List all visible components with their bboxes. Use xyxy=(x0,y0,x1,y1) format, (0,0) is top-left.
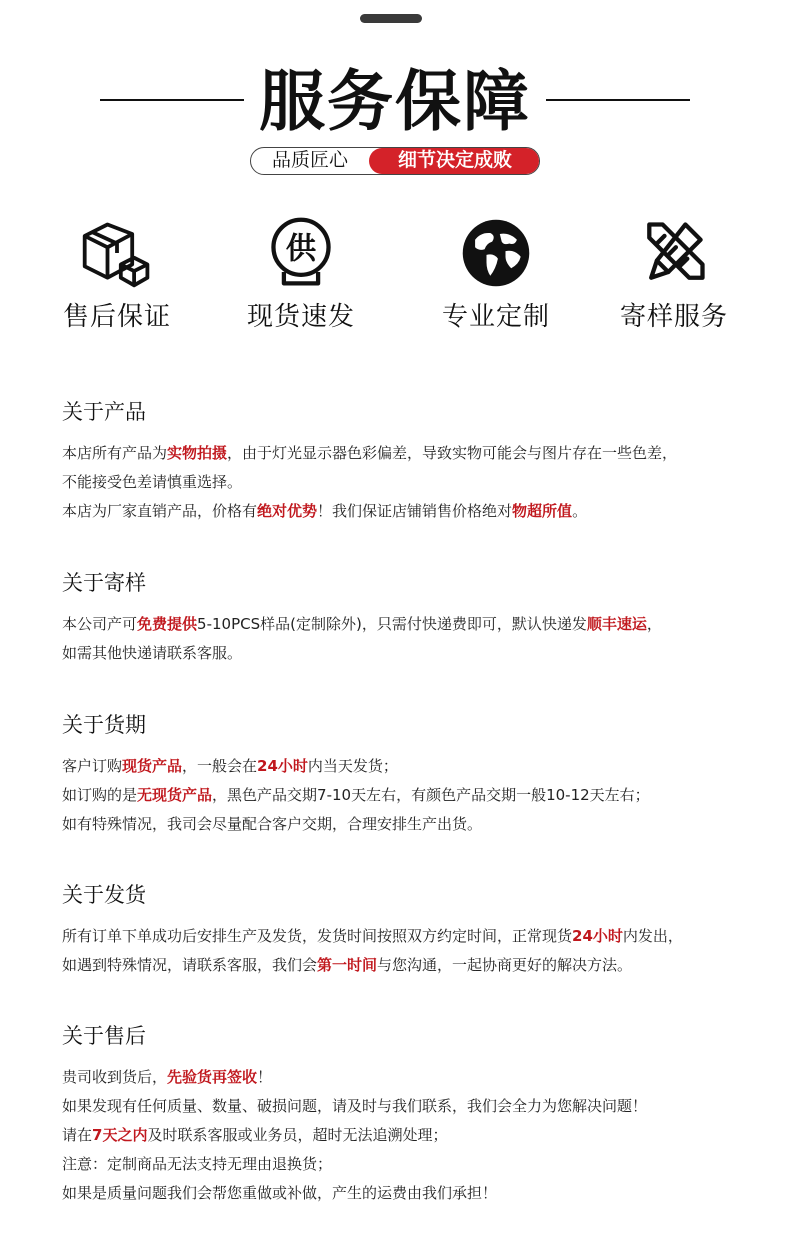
tagline-badge xyxy=(250,147,540,175)
body-text: 请在 xyxy=(62,1126,93,1144)
highlight-text: 7天之内 xyxy=(92,1126,148,1144)
highlight-text: 免费提供 xyxy=(137,615,198,633)
section-body xyxy=(62,1063,772,1208)
body-text: 5-10PCS样品(定制除外)，只需付快递费即可，默认快递发 xyxy=(197,615,587,633)
body-line xyxy=(62,610,772,639)
highlight-text: 物超所值 xyxy=(512,502,573,520)
page-title: 服务保障 xyxy=(259,63,531,140)
highlight-text: 顺丰速运 xyxy=(586,615,647,633)
highlight-text: 24小时 xyxy=(257,757,308,775)
body-line xyxy=(62,1150,772,1179)
box-icon xyxy=(79,215,155,291)
body-line xyxy=(62,951,772,980)
supply-glyph: 供 xyxy=(285,231,317,267)
tagline-left: 品质匠心 xyxy=(271,149,348,171)
section-body xyxy=(62,439,772,526)
section-after-sales xyxy=(62,1021,772,1208)
feature-sample-service xyxy=(589,215,759,345)
section-delivery-time xyxy=(62,710,772,839)
body-text: 。 xyxy=(572,502,588,520)
page-header xyxy=(0,62,790,142)
body-line xyxy=(62,639,772,668)
body-line xyxy=(62,468,772,497)
feature-in-stock xyxy=(216,215,386,345)
highlight-text: 绝对优势 xyxy=(257,502,318,520)
body-text: 如果发现有任何质量、数量、破损问题，请及时与我们联系，我们会全力为您解决问题！ xyxy=(62,1097,648,1115)
highlight-text: 无现货产品 xyxy=(137,786,213,804)
body-text: 如遇到特殊情况，请联系客服，我们会 xyxy=(62,956,318,974)
feature-after-sales xyxy=(32,215,202,345)
supply-icon xyxy=(263,215,339,291)
body-text: 本店所有产品为 xyxy=(62,444,168,462)
body-line xyxy=(62,752,772,781)
body-line xyxy=(62,1179,772,1208)
feature-label: 寄样服务 xyxy=(619,302,728,332)
highlight-text: 实物拍摄 xyxy=(167,444,228,462)
body-text: ，黑色产品交期7-10天左右，有颜色产品交期一般10-12天左右； xyxy=(212,786,650,804)
feature-customization xyxy=(411,215,581,345)
body-text: 如需其他快递请联系客服。 xyxy=(62,644,243,662)
pencil-ruler-icon xyxy=(636,215,712,291)
section-title: 关于货期 xyxy=(62,713,146,737)
body-text: ， xyxy=(646,615,662,633)
section-shipping xyxy=(62,880,772,980)
highlight-text: 现货产品 xyxy=(122,757,183,775)
section-body xyxy=(62,922,772,980)
body-text: 本公司产可 xyxy=(62,615,138,633)
title-left-rule xyxy=(100,99,244,101)
body-text: 内当天发货； xyxy=(307,757,398,775)
body-text: 本店为厂家直销产品，价格有 xyxy=(62,502,258,520)
body-text: 不能接受色差请慎重选择。 xyxy=(62,473,243,491)
top-handle-bar xyxy=(360,14,422,23)
body-text: ！我们保证店铺销售价格绝对 xyxy=(317,502,513,520)
body-line xyxy=(62,439,772,468)
body-text: 注意：定制商品无法支持无理由退换货； xyxy=(62,1155,333,1173)
section-title: 关于寄样 xyxy=(62,571,146,595)
body-text: 所有订单下单成功后安排生产及发货，发货时间按照双方约定时间，正常现货 xyxy=(62,927,573,945)
body-line xyxy=(62,1092,772,1121)
body-text: 客户订购 xyxy=(62,757,123,775)
section-title: 关于产品 xyxy=(62,400,146,424)
body-text: 及时联系客服或业务员，超时无法追溯处理； xyxy=(147,1126,448,1144)
section-body xyxy=(62,752,772,839)
body-text: 如订购的是 xyxy=(62,786,138,804)
body-line xyxy=(62,497,772,526)
body-text: 与您沟通，一起协商更好的解决方法。 xyxy=(377,956,633,974)
body-text: 内发出， xyxy=(622,927,683,945)
section-body xyxy=(62,610,772,668)
body-text: 如果是质量问题我们会帮您重做或补做，产生的运费由我们承担！ xyxy=(62,1184,498,1202)
body-text: ，一般会在 xyxy=(182,757,258,775)
feature-label: 现货速发 xyxy=(246,302,355,332)
highlight-text: 24小时 xyxy=(572,927,623,945)
globe-icon xyxy=(458,215,534,291)
body-line xyxy=(62,781,772,810)
body-line xyxy=(62,810,772,839)
section-product xyxy=(62,397,772,526)
highlight-text: 先验货再签收 xyxy=(167,1068,258,1086)
feature-label: 专业定制 xyxy=(441,302,550,332)
body-line xyxy=(62,1121,772,1150)
section-title: 关于发货 xyxy=(62,883,146,907)
section-sample xyxy=(62,568,772,668)
body-text: 贵司收到货后， xyxy=(62,1068,168,1086)
tagline-right: 细节决定成败 xyxy=(369,148,540,174)
body-line xyxy=(62,922,772,951)
highlight-text: 第一时间 xyxy=(317,956,378,974)
body-line xyxy=(62,1063,772,1092)
title-right-rule xyxy=(546,99,690,101)
body-text: ，由于灯光显示器色彩偏差，导致实物可能会与图片存在一些色差， xyxy=(227,444,678,462)
body-text: ！ xyxy=(257,1068,273,1086)
body-text: 如有特殊情况，我司会尽量配合客户交期，合理安排生产出货。 xyxy=(62,815,483,833)
section-title: 关于售后 xyxy=(62,1024,146,1048)
feature-label: 售后保证 xyxy=(62,302,171,332)
